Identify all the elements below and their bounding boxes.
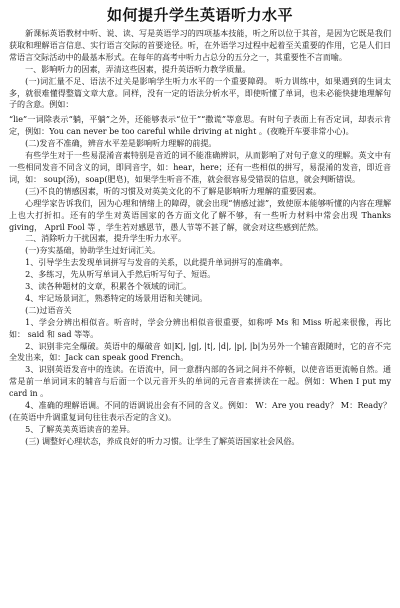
paragraph: (一)词汇量不足、语法不过关是影响学生听力水平的一个重要障碍。 听力训练中，如果遇到的生词太多，就很难懂得整篇文章大意。同样，没有一定的语法分析水平，即使听懂了单词，也未必能快捷地理解句子的含意。例如： (9, 76, 391, 110)
paragraph: 2、识别非完全爆破。英语中的爆破音 如|K|, |g|, |t|, |d|, |p|, |b|为另外一个辅音跟随时，它的音不完全发出来，如：Jack can speak good French。 (9, 341, 391, 363)
paragraph: 1、引导学生去发现单词拼写与发音的关系，以此提升单词拼写的准确率。 (25, 258, 288, 268)
paragraph: 3、读各种题材的文章，积累各个领域的词汇。 (25, 282, 192, 292)
paragraph: (一)夯实基础，协助学生过好词汇关。 (25, 246, 161, 256)
paragraph: 二、消除听力干扰因素，提升学生听力水平。 (25, 234, 187, 244)
paragraph: 4、牢记场景词汇，熟悉特定的场景用语和关键词。 (25, 293, 208, 303)
paragraph: (二)过语音关 (25, 305, 72, 315)
paragraph: 4、准确的理解语调。不同的语调说出会有不同的含义。例如： W：Are you ready？ M：Ready？(在英语中升调重复词句往往表示否定的含义)。 (9, 401, 391, 422)
page-title: 如何提升学生英语听力水平 (106, 6, 293, 24)
document-body (9, 28, 391, 448)
paragraph: 心理学家告诉我们，因为心理和情绪上的障碍，就会出现“情感过滤”，致使原本能够听懂的内容在理解上也大打折扣。还有的学生对英语国家的各方面文化了解不够，有一些听力材料中常会出现 Thanks giving， April Fool 等 ，学生若对感恩节，愚人节等不甚了解，就会对这些感到茫然。 (9, 198, 391, 232)
paragraph: 一、影响听力的因素，弄清这些因素，提升英语听力教学质量。 (25, 64, 251, 74)
paragraph: 1、学会分辨出相似音。听音时，学会分辨出相似音很重要，如称呼 Ms 和 Miss 听起来很像，再比如： said 和 sad 等等。 (9, 317, 391, 339)
paragraph: (三)不良的情感因素，听的习惯及对英美文化的不了解是影响听力理解的重要因素。 (25, 186, 322, 196)
paragraph: 新课标英语教材中听、说、读、写是英语学习的四项基本技能，听之所以位于其首，是因为它既是我们获取和理解语言信息、实行语言交际的首要途径。听，在外语学习过程中起着至关重要的作用，它是人们日常语言交际活动中的最基本形式。在每年的高考中听力占总分的五分之一，其重要性不言而喻。 (9, 29, 391, 62)
paragraph: (二)发音不准确，辨音水平差是影响听力理解的前提。 (25, 139, 217, 149)
paragraph: 5、了解英美英语读音的差异。 (25, 424, 135, 434)
paragraph: 有些学生对于一些易混淆音素特别是音近的词不能准确辨识，从而影响了对句子意义的理解。英文中有一些相同发音不同含义的词，即同音字，如：hear，here；还有一些相似的拼写，易混淆的发音，即近音词，如： soup(汤)，soap(肥皂)，如果学生听音不准，就会很容易受错误的信息，就会判断错误。 (9, 151, 391, 184)
paragraph: 2、多练习，先从听写单词入手然后听写句子、短语。 (25, 270, 216, 280)
paragraph: “lie”一词除表示“躺，平躺”之外，还能够表示“位于”“撒谎”等意思。有时句子表面上有否定词，却表示肯定，例如：You can never be too careful while driving at night 。(夜晚开车要非常小心)。 (9, 115, 391, 137)
paragraph: (三) 调整好心理状态，养成良好的听力习惯。让学生了解英语国家社会风俗。 (25, 436, 300, 446)
paragraph: 3、识别英语发音中的连读。在语流中，同一意群内部的各词之间并不停顿，以使音语更流畅自然。通常是前一单词词末的辅音与后面一个以元音开头的单词的元音音素拼读在一起。例如：When I put my card in 。 (9, 365, 391, 399)
